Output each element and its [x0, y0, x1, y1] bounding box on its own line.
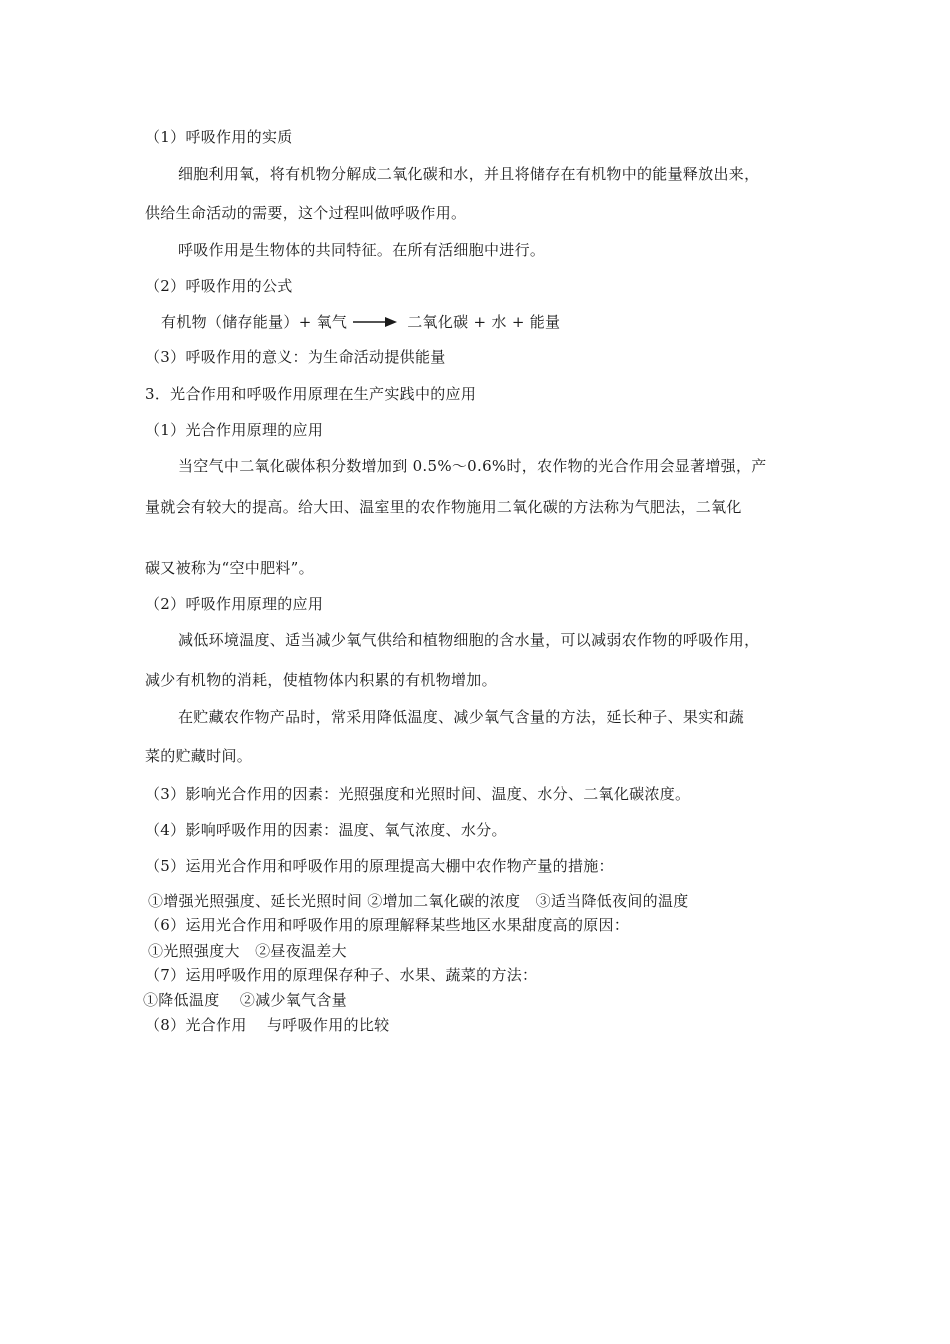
paragraph-line: 减低环境温度、适当减少氧气供给和植物细胞的含水量，可以减弱农作物的呼吸作用，	[178, 631, 760, 649]
subheading-respiration-application: （2）呼吸作用原理的应用	[145, 595, 324, 613]
subheading-photosynthesis-application: （1）光合作用原理的应用	[145, 421, 324, 439]
paragraph-line: 呼吸作用是生物体的共同特征。在所有活细胞中进行。	[178, 241, 546, 259]
paragraph-line: 细胞利用氧，将有机物分解成二氧化碳和水，并且将储存在有机物中的能量释放出来，	[178, 165, 760, 183]
item-storage-methods: （7）运用呼吸作用的原理保存种子、水果、蔬菜的方法：	[145, 966, 538, 984]
respiration-formula	[161, 312, 560, 332]
item-photosynthesis-factors: （3）影响光合作用的因素：光照强度和光照时间、温度、水分、二氧化碳浓度。	[145, 785, 691, 803]
formula-reactants: 有机物（储存能量）+ 氧气	[161, 313, 348, 331]
heading-respiration-formula: （2）呼吸作用的公式	[145, 277, 293, 295]
heading-respiration-essence: （1）呼吸作用的实质	[145, 128, 293, 146]
right-arrow-icon	[353, 316, 397, 328]
item-fruit-sweetness: （6）运用光合作用和呼吸作用的原理解释某些地区水果甜度高的原因：	[145, 916, 630, 934]
paragraph-line: 菜的贮藏时间。	[145, 747, 253, 765]
heading-respiration-meaning: （3）呼吸作用的意义：为生命活动提供能量	[145, 348, 446, 366]
paragraph-line: 在贮藏农作物产品时，常采用降低温度、减少氧气含量的方法，延长种子、果实和蔬	[178, 708, 745, 726]
item-fruit-sweetness-list: ①光照强度大 ②昼夜温差大	[148, 942, 347, 960]
item-greenhouse-measures: （5）运用光合作用和呼吸作用的原理提高大棚中农作物产量的措施：	[145, 857, 614, 875]
item-comparison: （8）光合作用 与呼吸作用的比较	[145, 1016, 390, 1034]
section-title: 3．光合作用和呼吸作用原理在生产实践中的应用	[145, 385, 477, 403]
item-greenhouse-measures-list: ①增强光照强度、延长光照时间 ②增加二氧化碳的浓度 ③适当降低夜间的温度	[148, 892, 689, 910]
paragraph-line: 供给生命活动的需要，这个过程叫做呼吸作用。	[145, 204, 467, 222]
paragraph-line: 减少有机物的消耗，使植物体内积累的有机物增加。	[145, 671, 497, 689]
paragraph-line: 碳又被称为“空中肥料”。	[145, 559, 314, 577]
paragraph-line: 量就会有较大的提高。给大田、温室里的农作物施用二氧化碳的方法称为气肥法，二氧化	[145, 498, 742, 516]
formula-products: 二氧化碳 + 水 + 能量	[407, 313, 561, 331]
item-storage-methods-list: ①降低温度 ②减少氧气含量	[143, 991, 347, 1009]
paragraph-line: 当空气中二氧化碳体积分数增加到 0.5%～0.6%时，农作物的光合作用会显著增强，产	[178, 457, 767, 475]
item-respiration-factors: （4）影响呼吸作用的因素：温度、氧气浓度、水分。	[145, 821, 507, 839]
